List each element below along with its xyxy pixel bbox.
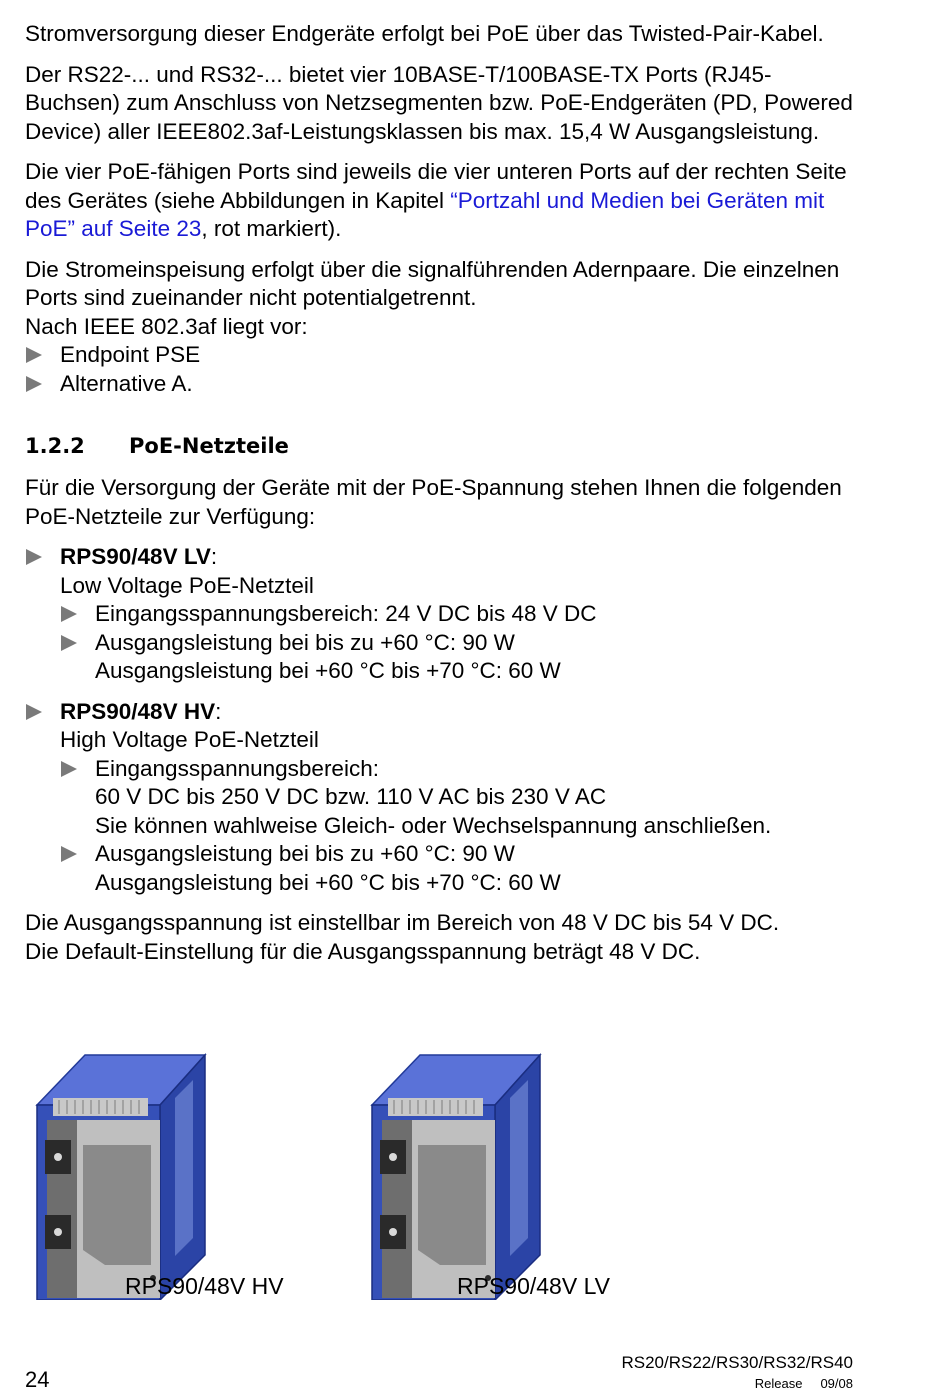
list-item [25, 543, 855, 686]
bullet-triangle-icon [26, 704, 42, 720]
paragraph-poe-ports [25, 158, 855, 244]
power-supply-icon [360, 1050, 560, 1300]
list-item-text: Alternative A. [60, 370, 193, 396]
figure-lv [360, 1050, 670, 1310]
spec-line: Ausgangsleistung bei +60 °C bis +70 °C: 60 W [95, 658, 561, 683]
closing-line: Die Ausgangsspannung ist einstellbar im Bereich von 48 V DC bis 54 V DC. [25, 910, 780, 935]
footer-release [755, 1370, 853, 1399]
psu-type: Low Voltage PoE-Netzteil [60, 572, 314, 598]
psu-name: RPS90/48V LV [60, 544, 211, 569]
spec-item [60, 755, 855, 841]
spec-item [60, 840, 855, 897]
section-title: PoE-Netzteile [129, 434, 289, 458]
paragraph-ports: Der RS22-... und RS32-... bietet vier 10BASE-T/100BASE-TX Ports (RJ45-Buchsen) zum Anschluss von Netzsegmenten bzw. PoE-Endgeräten (PD, Powered Device) aller IEEE802.3af-Leistungsklassen bis max. 15,4 W Ausgangsleistung. [25, 61, 853, 144]
spec-line: Sie können wahlweise Gleich- oder Wechselspannung anschließen. [95, 812, 772, 838]
psu-spec-list [60, 755, 855, 898]
section-intro: Für die Versorgung der Geräte mit der PoE-Spannung stehen Ihnen die folgenden PoE-Netzteile zur Verfügung: [25, 475, 842, 529]
footer-models: RS20/RS22/RS30/RS32/RS40 [621, 1353, 853, 1372]
paragraph-ieee: Nach IEEE 802.3af liegt vor: [25, 313, 308, 339]
cross-reference-link[interactable]: “Portzahl und Medien bei Geräten mit PoE” auf Seite 23 [25, 187, 825, 241]
bullet-triangle-icon [61, 846, 77, 862]
psu-name: RPS90/48V HV [60, 698, 216, 724]
psu-type: High Voltage PoE-Netzteil [60, 727, 319, 752]
release-label: Release [754, 1376, 803, 1391]
ieee-list [25, 341, 855, 398]
spec-item [60, 629, 855, 686]
closing-line: Die Default-Einstellung für die Ausgangsspannung beträgt 48 V DC. [25, 938, 701, 964]
bullet-triangle-icon [26, 549, 42, 565]
spec-item [60, 600, 855, 629]
psu-title: RPS90/48V HV: [60, 698, 222, 724]
psu-lv [25, 543, 855, 686]
bullet-triangle-icon [26, 376, 42, 392]
spec-line: Ausgangsleistung bei bis zu +60 °C: 90 W [95, 629, 515, 655]
section-number: 1.2.2 [25, 434, 85, 458]
figures [25, 1050, 855, 1310]
paragraph-poe-ports-end: , rot markiert). [201, 216, 342, 241]
spec-line: Ausgangsleistung bei bis zu +60 °C: 90 W [95, 841, 515, 866]
spec-line: Ausgangsleistung bei +60 °C bis +70 °C: 60 W [95, 869, 561, 895]
list-item [25, 341, 855, 370]
paragraph-power-feed: Die Stromeinspeisung erfolgt über die signalführenden Adernpaare. Die einzelnen Ports sind zueinander nicht potentialgetrennt. [25, 256, 840, 310]
page-number: 24 [25, 1367, 50, 1392]
bullet-triangle-icon [61, 761, 77, 777]
section-heading [25, 432, 855, 460]
spec-line: Eingangsspannungsbereich: 24 V DC bis 48 V DC [95, 601, 597, 626]
release-date: 09/08 [820, 1376, 853, 1391]
bullet-triangle-icon [26, 347, 42, 363]
psu-spec-list [60, 600, 855, 686]
bullet-triangle-icon [61, 606, 77, 622]
psu-hv [25, 698, 855, 898]
figure-caption: RPS90/48V LV [457, 1273, 611, 1299]
figure-hv [25, 1050, 335, 1310]
list-item-text: Endpoint PSE [60, 342, 201, 367]
psu-title: RPS90/48V LV: [60, 544, 218, 569]
list-item [25, 698, 855, 898]
document-body [25, 20, 855, 966]
spec-line: 60 V DC bis 250 V DC bzw. 110 V AC bis 230 V AC [95, 784, 607, 809]
paragraph-poe-ports-text: Die vier PoE-fähigen Ports sind jeweils die vier unteren Ports auf der rechten Seite des Gerätes (siehe Abbildungen in Kapitel [25, 159, 847, 213]
spec-line: Eingangsspannungsbereich: [95, 755, 379, 781]
bullet-triangle-icon [61, 635, 77, 651]
figure-caption: RPS90/48V HV [125, 1273, 284, 1299]
power-supply-icon [25, 1050, 225, 1300]
paragraph-poe-cable: Stromversorgung dieser Endgeräte erfolgt bei PoE über das Twisted-Pair-Kabel. [25, 21, 824, 46]
list-item [25, 370, 855, 399]
